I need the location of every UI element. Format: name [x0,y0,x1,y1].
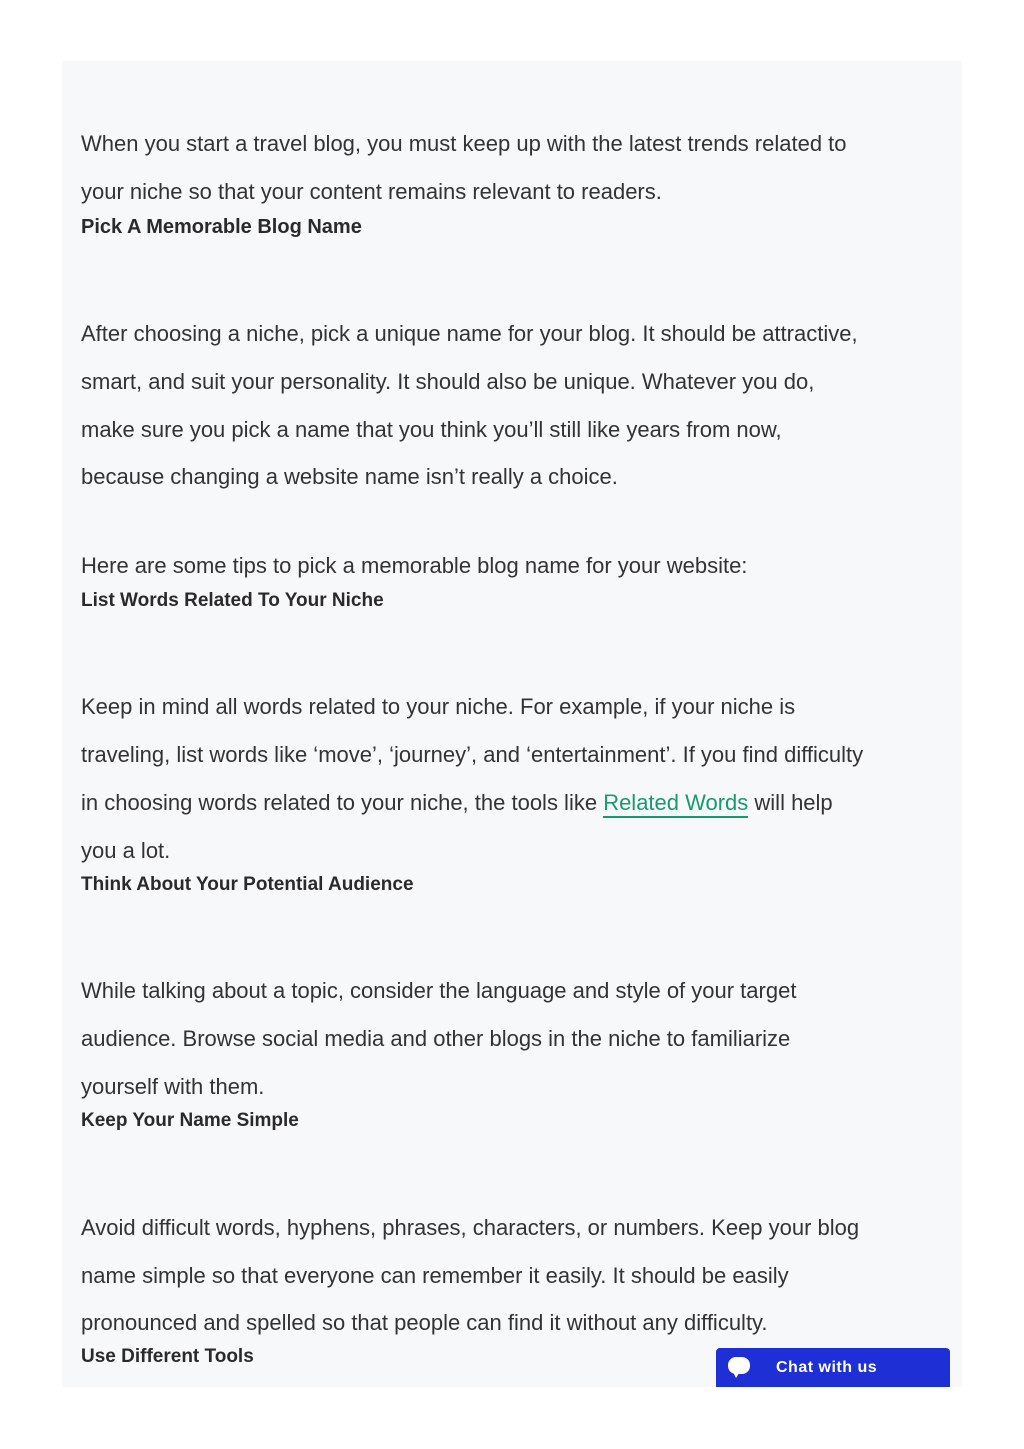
chat-with-us-button[interactable] [716,1348,950,1387]
blog-name-line: smart, and suit your personality. It should also be unique. Whatever you do, [81,369,815,394]
related-words-link[interactable]: Related Words [603,790,748,818]
list-words-text: will help [748,790,833,815]
tips-intro: Here are some tips to pick a memorable blog name for your website: [81,553,748,578]
intro-line: your niche so that your content remains relevant to readers. [81,179,662,204]
audience-line: yourself with them. [81,1074,265,1099]
blog-name-line: make sure you pick a name that you think you’ll still like years from now, [81,417,782,442]
heading-pick-blog-name: Pick A Memorable Blog Name [81,216,362,238]
audience-line: While talking about a topic, consider the language and style of your target [81,978,797,1003]
chat-label: Chat with us [776,1358,878,1376]
list-words-line: Keep in mind all words related to your niche. For example, if your niche is [81,694,796,719]
heading-list-words: List Words Related To Your Niche [81,590,384,611]
article-body [62,61,962,1387]
blog-name-line: After choosing a niche, pick a unique name for your blog. It should be attractive, [81,321,858,346]
audience-line: audience. Browse social media and other blogs in the niche to familiarize [81,1026,791,1051]
intro-line: When you start a travel blog, you must keep up with the latest trends related to [81,131,847,156]
heading-potential-audience: Think About Your Potential Audience [81,874,414,895]
list-words-text: in choosing words related to your niche, the tools like [81,790,604,815]
heading-keep-name-simple: Keep Your Name Simple [81,1110,299,1131]
chat-bubble-icon [728,1357,752,1379]
simple-line: name simple so that everyone can remember it easily. It should be easily [81,1263,789,1288]
heading-use-different-tools: Use Different Tools [81,1346,254,1367]
blog-name-line: because changing a website name isn’t really a choice. [81,464,618,489]
list-words-line: traveling, list words like ‘move’, ‘journey’, and ‘entertainment’. If you find difficulty [81,742,864,767]
simple-line: Avoid difficult words, hyphens, phrases, characters, or numbers. Keep your blog [81,1215,860,1240]
simple-line: pronounced and spelled so that people can find it without any difficulty. [81,1310,768,1335]
list-words-line-with-link [81,779,947,827]
list-words-line: you a lot. [81,838,171,863]
